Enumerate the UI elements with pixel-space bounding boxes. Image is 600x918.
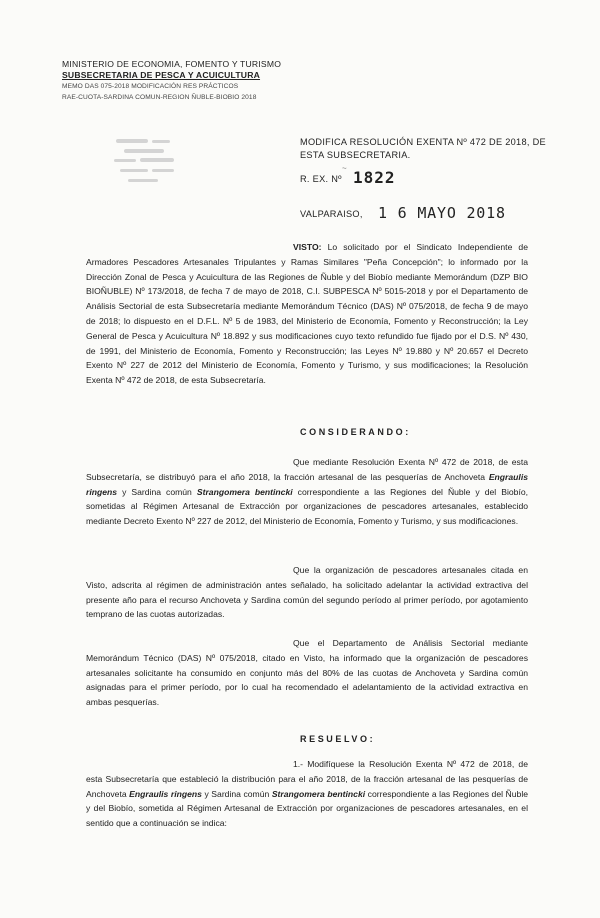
resuelvo-paragraph-1 [86,757,528,831]
place-date-line [300,204,506,222]
text-run: Que mediante Resolución Exenta Nº 472 de 2018, de esta Subsecretaría, se distribuyó para el año 2018, la fracción artesanal de las pesquerías de Anchoveta [86,457,528,482]
considerando-paragraph-1 [86,455,528,529]
letterhead [62,59,281,103]
text-run: y Sardina común [117,486,197,497]
visto-paragraph [86,240,528,388]
faded-stamp [110,133,186,193]
ministry-name: MINISTERIO DE ECONOMIA, FOMENTO Y TURISMO [62,59,282,69]
resuelvo-heading: RESUELVO: [300,734,376,744]
memo-reference-line: RAE-CUOTA-SARDINA COMUN-REGION ÑUBLE-BIOBIO 2018 [62,94,257,101]
memo-reference-line: MEMO DAS 075-2018 MODIFICACIÓN RES PRÁCTICOS [62,83,239,90]
considerando-heading: CONSIDERANDO: [300,427,411,437]
text-run: 1.- Modifíquese la Resolución Exenta Nº 472 de 2018, de esta Subsecretaría que estableció la distribución para el año 2018, de la fracción artesanal de las pesquerías de Anchoveta [86,759,528,799]
resolution-number: 1822 [353,168,396,187]
resolution-title: MODIFICA RESOLUCIÓN EXENTA Nº 472 DE 2018, DE ESTA SUBSECRETARIA. [300,137,546,160]
resolution-number-line [300,164,396,187]
rex-label: R. EX. Nº [300,174,342,184]
text-run: y Sardina común [201,788,272,799]
text-run: correspondiente a las Regiones del Ñuble y del Biobío, sometidas al Régimen Artesanal de Extracción por organizaciones de pescadores artesanales, establecido mediante Decreto Exento Nº 227 de 2012, del Ministerio de Economía, Fomento y Turismo, y sus modificaciones. [86,486,528,527]
place-label: VALPARAISO, [300,209,363,219]
handwritten-mark: ~ [342,164,347,173]
visto-text: Lo solicitado por el Sindicato Independiente de Armadores Pescadores Artesanales Tripulantes y Ramas Similares "Peña Concepción"; lo informado por la Dirección Zonal de Pesca y Acuicultura de las Regiones de Ñuble y del Biobío mediante Memorándum (DZP BIO BIOÑUBLE) Nº 173/2018, de fecha 7 de mayo de 2018, C.I. SUBPESCA Nº 5015-2018 y por el Departamento de Análisis Sectorial de esta Subsecretaría mediante Memorándum Técnico (DAS) Nº 075/2018, de fecha 9 de mayo de 2018; lo dispuesto en el D.F.L. Nº 5 de 1983, del Ministerio de Economía, Fomento y Reconstrucción; la Ley General de Pesca y Acuicultura Nº 18.892 y sus modificaciones cuyo texto refundido fue fijado por el D.S. Nº 430, de 1991, del Ministerio de Economía, Fomento y Reconstrucción; las Leyes Nº 19.880 y Nº 20.657 el Decreto Exento Nº 227 de 2012 del Ministerio de Economía, Fomento y Turismo, y sus modificaciones; la Resolución Exenta Nº 472 de 2018, de esta Subsecretaría. [86,242,528,386]
species-name: Engraulis ringens [129,788,202,799]
text-run: correspondiente a las Regiones del Ñuble y del Biobío, sometida al Régimen Artesanal de Extracción por organizaciones de pescadores artesanales, en el sentido que a continuación se indica: [86,788,529,829]
considerando-paragraph-3: Que el Departamento de Análisis Sectorial mediante Memorándum Técnico (DAS) Nº 075/2018, citado en Visto, ha informado que la organización de pescadores artesanales solicitante ha consumido en conjunto más del 80% de las cuotas de Anchoveta y Sardina común asignadas para el primer período, por lo cual ha recomendado el adelantamiento de la actividad extractiva en ambas pesquerías. [86,638,528,708]
species-name: Strangomera bentincki [271,788,366,799]
species-name: Engraulis ringens [86,471,528,497]
subsecretaria-name: SUBSECRETARIA DE PESCA Y ACUICULTURA [62,70,261,80]
stamped-date: 1 6 MAYO 2018 [378,204,506,222]
species-name: Strangomera bentincki [196,486,293,497]
visto-label: VISTO: [293,242,322,252]
considerando-paragraph-2: Que la organización de pescadores artesanales citada en Visto, adscrita al régimen de administración antes señalado, ha solicitado adelantar la actividad extractiva del presente año para el recurso Anchoveta y Sardina común del segundo período al primer período, por agotamiento temprano de las cuotas autorizadas. [86,565,528,620]
